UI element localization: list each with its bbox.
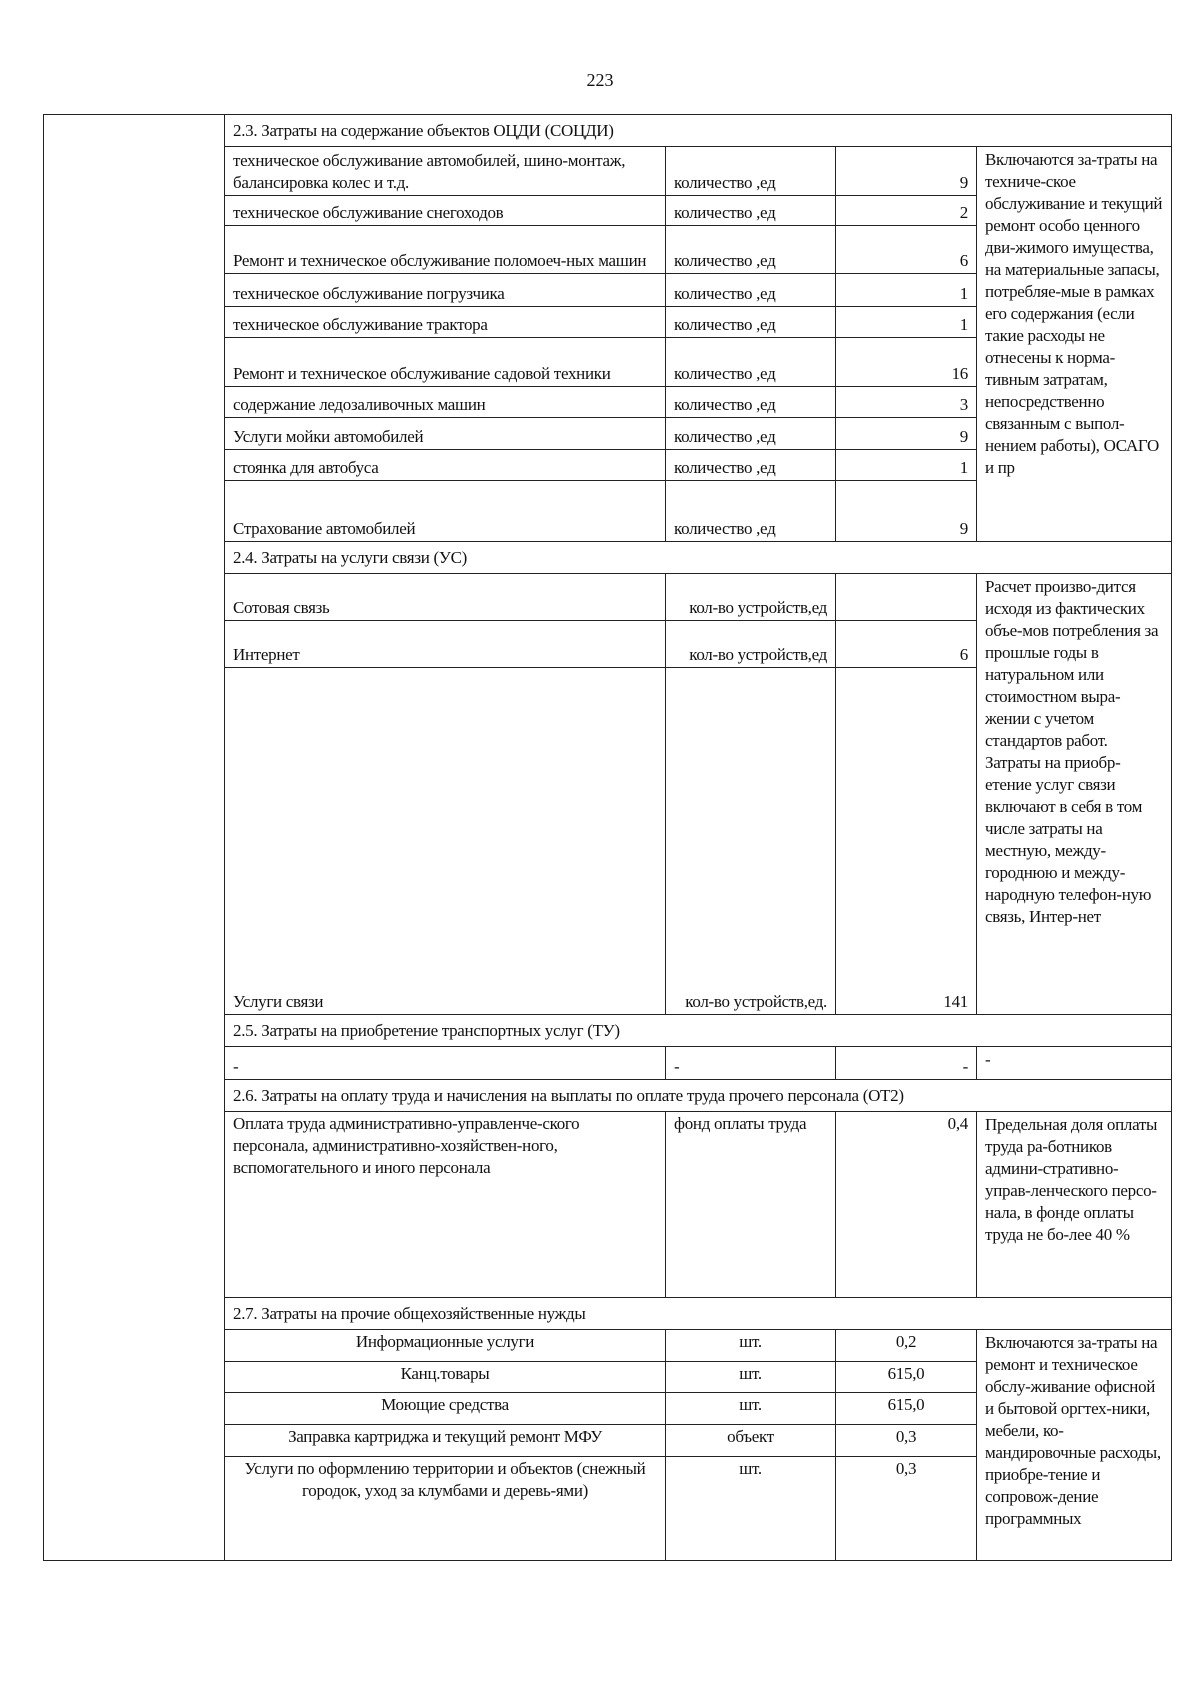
item-unit: количество ,ед <box>666 307 836 338</box>
item-unit: шт. <box>666 1393 836 1425</box>
cost-table <box>43 114 1172 1561</box>
item-value: 9 <box>836 481 977 542</box>
item-value: 16 <box>836 338 977 387</box>
item-name: Ремонт и техническое обслуживание садовой техники <box>225 338 666 387</box>
item-unit: количество ,ед <box>666 418 836 450</box>
item-value: 0,2 <box>836 1330 977 1362</box>
item-name: Интернет <box>225 621 666 668</box>
item-name: техническое обслуживание автомобилей, шино-монтаж, балансировка колес и т.д. <box>225 147 666 196</box>
item-value: 0,3 <box>836 1457 977 1561</box>
item-value: 6 <box>836 621 977 668</box>
item-name: Моющие средства <box>225 1393 666 1425</box>
item-unit: количество ,ед <box>666 226 836 274</box>
item-unit: - <box>666 1047 836 1080</box>
item-name: Канц.товары <box>225 1362 666 1393</box>
item-value: 9 <box>836 418 977 450</box>
item-value: 0,4 <box>836 1112 977 1298</box>
item-name: стоянка для автобуса <box>225 450 666 481</box>
section-note: Включаются за-траты на техниче-ское обслуживание и текущий ремонт особо ценного дви-жимого имущества, на материальные запасы, потребляе-мые в рамках его содержания (если такие расходы не отнесены к норма-тивным затратам, непосредственно связанным с выпол-нением работы), ОСАГО и пр <box>977 147 1172 542</box>
section-note: Включаются за-траты на ремонт и техническое обслу-живание офисной и бытовой оргтех-ники, мебели, ко-мандировочные расходы, приобре-тение и сопровож-дение программных <box>977 1330 1172 1561</box>
item-name: Оплата труда административно-управленче-ского персонала, административно-хозяйствен-ного, вспомогательного и иного персонала <box>225 1112 666 1298</box>
item-unit: шт. <box>666 1362 836 1393</box>
item-unit: количество ,ед <box>666 147 836 196</box>
section-note: Расчет произво-дится исходя из фактических объе-мов потребления за прошлые годы в натуральном или стоимостном выра-жении с учетом стандартов работ. Затраты на приобр-етение услуг связи включают в себя в том числе затраты на местную, между-городнюю и между-народную телефон-ную связь, Интер-нет <box>977 574 1172 1015</box>
item-name: Информационные услуги <box>225 1330 666 1362</box>
item-value: 0,3 <box>836 1425 977 1457</box>
section-note: - <box>977 1047 1172 1080</box>
item-name: Услуги связи <box>225 668 666 1015</box>
item-value: 1 <box>836 274 977 307</box>
item-value: 1 <box>836 307 977 338</box>
item-unit: объект <box>666 1425 836 1457</box>
item-unit: шт. <box>666 1330 836 1362</box>
item-unit: шт. <box>666 1457 836 1561</box>
item-name: Ремонт и техническое обслуживание поломоеч-ных машин <box>225 226 666 274</box>
item-value: 1 <box>836 450 977 481</box>
page-number: 223 <box>586 70 614 90</box>
item-name: содержание ледозаливочных машин <box>225 387 666 418</box>
item-name: Заправка картриджа и текущий ремонт МФУ <box>225 1425 666 1457</box>
item-unit: количество ,ед <box>666 274 836 307</box>
item-unit: количество ,ед <box>666 338 836 387</box>
item-value: 615,0 <box>836 1362 977 1393</box>
item-name: техническое обслуживание снегоходов <box>225 196 666 226</box>
item-value: 2 <box>836 196 977 226</box>
section-note: Предельная доля оплаты труда ра-ботников админи-стративно-управ-ленческого персо-нала, в фонде оплаты труда не бо-лее 40 % <box>977 1112 1172 1298</box>
item-unit: количество ,ед <box>666 196 836 226</box>
item-value: 615,0 <box>836 1393 977 1425</box>
item-name: Услуги мойки автомобилей <box>225 418 666 450</box>
item-name: техническое обслуживание погрузчика <box>225 274 666 307</box>
item-unit: количество ,ед <box>666 387 836 418</box>
item-name: Сотовая связь <box>225 574 666 621</box>
section-title-2-4: 2.4. Затраты на услуги связи (УС) <box>225 542 1172 574</box>
item-unit: кол-во устройств,ед <box>666 574 836 621</box>
section-title-2-6: 2.6. Затраты на оплату труда и начисления на выплаты по оплате труда прочего персонала (ОТ2) <box>225 1080 1172 1112</box>
item-name: - <box>225 1047 666 1080</box>
item-unit: количество ,ед <box>666 450 836 481</box>
section-title-2-5: 2.5. Затраты на приобретение транспортных услуг (ТУ) <box>225 1015 1172 1047</box>
item-value: 141 <box>836 668 977 1015</box>
item-value: 9 <box>836 147 977 196</box>
item-value: - <box>836 1047 977 1080</box>
item-unit: кол-во устройств,ед. <box>666 668 836 1015</box>
item-unit: фонд оплаты труда <box>666 1112 836 1298</box>
empty-left-column <box>44 115 225 1561</box>
item-name: Страхование автомобилей <box>225 481 666 542</box>
section-title-2-3: 2.3. Затраты на содержание объектов ОЦДИ (СОЦДИ) <box>225 115 1172 147</box>
item-unit: количество ,ед <box>666 481 836 542</box>
section-title-2-7: 2.7. Затраты на прочие общехозяйственные нужды <box>225 1298 1172 1330</box>
item-unit: кол-во устройств,ед <box>666 621 836 668</box>
item-name: Услуги по оформлению территории и объектов (снежный городок, уход за клумбами и деревь-ями) <box>225 1457 666 1561</box>
item-name: техническое обслуживание трактора <box>225 307 666 338</box>
item-value: 6 <box>836 226 977 274</box>
item-value: 3 <box>836 387 977 418</box>
item-value <box>836 574 977 621</box>
